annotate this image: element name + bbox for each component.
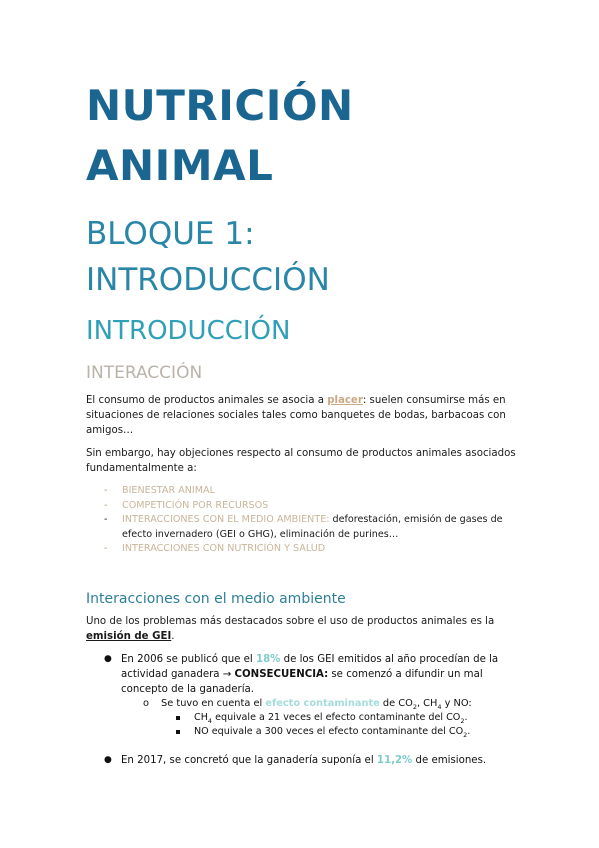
document-title-line-1: NUTRICIÓN	[86, 81, 354, 130]
bullet-text	[121, 753, 521, 768]
text-run: Se tuvo en cuenta el	[161, 698, 266, 709]
subscript: 4	[207, 716, 213, 725]
text-run: de los GEI emitidos al año procedían de la actividad ganadera →	[121, 654, 499, 680]
list-item-text: deforestación, emisión de gases de efecto invernadero (GEI o GHG), eliminación de purines…	[122, 514, 503, 540]
paragraph-text: .	[171, 631, 175, 642]
document-title-line-2: ANIMAL	[86, 141, 274, 190]
heading-3: INTERACCIÓN	[86, 363, 203, 383]
bullet-item-2006	[104, 652, 524, 697]
paragraph-gei	[86, 614, 516, 644]
text-run: equivale a 21 veces el efecto contaminante del CO	[212, 712, 461, 723]
list-item-label: INTERACCIONES CON NUTRICIÓN Y SALUD	[122, 543, 326, 555]
placer-link[interactable]: placer	[327, 395, 363, 406]
emphasis-gei: emisión de GEI	[86, 631, 172, 642]
efecto-contaminante-link[interactable]: efecto contaminante	[265, 698, 380, 709]
paragraph-objections: Sin embargo, hay objeciones respecto al consumo de productos animales asociados fundamentalmente a:	[86, 448, 516, 474]
text-run: de CO	[379, 698, 413, 709]
text-run: NO equivale a 300 veces el efecto contaminante del CO	[194, 726, 464, 737]
list-item	[104, 542, 514, 557]
dash-marker: -	[104, 499, 108, 511]
subscript: 2	[463, 730, 468, 739]
circle-marker: o	[143, 698, 149, 709]
percentage-18: 18%	[256, 654, 281, 665]
list-item	[104, 513, 514, 542]
heading-1-line-1: BLOQUE 1:	[86, 216, 255, 252]
bullet-text	[121, 652, 521, 697]
subscript: 2	[412, 702, 417, 711]
text-run: En 2017, se concretó que la ganadería suponía el	[121, 755, 377, 766]
text-run: de emisiones.	[412, 755, 487, 766]
square-bullet-icon	[176, 730, 180, 734]
paragraph-text: El consumo de productos animales se asocia a	[86, 395, 328, 406]
bullet-icon: ●	[104, 755, 112, 765]
paragraph-text: Uno de los problemas más destacados sobre el uso de productos animales es la	[86, 616, 495, 627]
text-run: En 2006 se publicó que el	[121, 654, 256, 665]
sub-sub-item-text	[194, 725, 470, 742]
heading-4: Interacciones con el medio ambiente	[86, 591, 346, 607]
square-bullet-icon	[176, 716, 180, 720]
subscript: 4	[437, 702, 442, 711]
text-run: CH	[194, 712, 208, 723]
dash-marker: -	[104, 485, 108, 496]
bullet-item-2017	[104, 753, 524, 768]
heading-2: INTRODUCCIÓN	[86, 316, 291, 346]
text-run: y NO:	[441, 698, 472, 709]
list-item-label: BIENESTAR ANIMAL	[122, 485, 215, 496]
list-item-label: INTERACCIONES CON EL MEDIO AMBIENTE:	[122, 514, 330, 526]
objections-list	[104, 484, 514, 557]
heading-1-line-2: INTRODUCCIÓN	[86, 262, 330, 298]
percentage-11-2: 11,2%	[376, 755, 413, 766]
list-item	[104, 484, 514, 499]
paragraph-placer	[86, 393, 516, 438]
bullet-icon: ●	[104, 654, 112, 664]
text-run: .	[467, 726, 471, 737]
dash-marker: -	[104, 543, 108, 555]
text-run: , CH	[416, 698, 438, 709]
consequence-label: CONSECUENCIA:	[234, 669, 329, 680]
text-run: se comenzó a difundir un mal concepto de la ganadería.	[121, 669, 483, 695]
list-item	[104, 499, 514, 514]
dash-marker: -	[104, 514, 108, 526]
list-item-label: COMPETICIÓN POR RECURSOS	[122, 499, 269, 511]
subscript: 2	[460, 716, 465, 725]
text-run: .	[464, 712, 468, 723]
paragraph-text: : suelen consumirse más en situaciones de relaciones sociales tales como banquetes de bodas, barbacoas con amigos…	[86, 395, 506, 436]
